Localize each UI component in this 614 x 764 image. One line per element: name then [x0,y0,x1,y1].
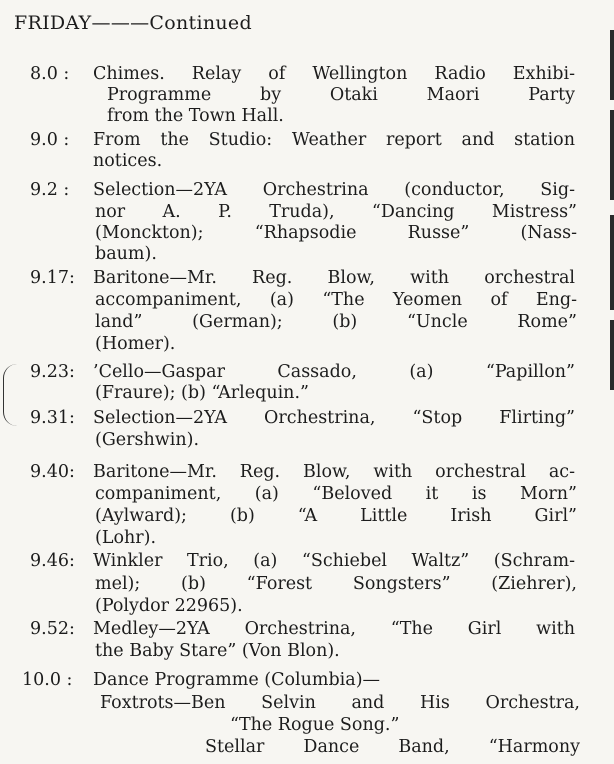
column-rule [610,110,614,200]
entry-time: 9.17: [30,268,75,288]
entry-line: Dance Programme (Columbia)— [93,670,381,690]
entry-line: (Monckton); “Rhapsodie Russe” (Nass- [95,223,577,243]
entry-line: Selection—2YA Orchestrina, “Stop Flirting” [93,408,575,428]
dance-line: “The Rogue Song.” [230,715,400,735]
entry-time: 9.23: [30,362,75,382]
entry-line: nor A. P. Truda), “Dancing Mistress” [95,202,577,222]
entry-time: 9.31: [30,408,75,428]
entry-line: baum). [95,244,157,264]
entry-line: companiment, (a) “Beloved it is Morn” [95,484,577,504]
entry-line: (Polydor 22965). [95,596,243,616]
entry-line: notices. [93,151,163,171]
entry-line: land” (German); (b) “Uncle Rome” [95,312,577,332]
entry-line: (Lohr). [95,528,157,548]
entry-line: Chimes. Relay of Wellington Radio Exhibi- [93,64,575,84]
entry-line: Medley—2YA Orchestrina, “The Girl with [93,619,575,639]
column-rule [610,320,614,390]
page-title: FRIDAY———Continued [14,12,252,34]
entry-line: Programme by Otaki Maori Party [107,85,575,105]
entry-line: Baritone—Mr. Reg. Blow, with orchestral ac- [93,462,575,482]
entry-line: From the Studio: Weather report and station [93,130,575,150]
entry-time: 8.0 : [30,64,70,84]
entry-line: (Gershwin). [95,430,200,450]
entry-time: 9.40: [30,462,75,482]
entry-line: (Homer). [95,334,176,354]
dance-line: Foxtrots—Ben Selvin and His Orchestra, [100,693,580,713]
entry-line: Winkler Trio, (a) “Schiebel Waltz” (Schram- [93,551,575,571]
entry-line: Baritone—Mr. Reg. Blow, with orchestral [93,268,575,288]
entry-line: Selection—2YA Orchestrina (conductor, Sig- [93,180,575,200]
entry-line: (Aylward); (b) “A Little Irish Girl” [95,506,577,526]
dance-line: Stellar Dance Band, “Harmony [205,737,580,757]
entry-time: 9.2 : [30,180,70,200]
column-rule [610,30,614,100]
pencil-bracket-mark [3,364,18,426]
entry-line: from the Town Hall. [107,106,284,126]
entry-line: accompaniment, (a) “The Yeomen of Eng- [95,290,577,310]
entry-time: 9.52: [30,619,75,639]
entry-time: 9.46: [30,551,75,571]
entry-line: (Fraure); (b) “Arlequin.” [95,383,309,403]
entry-line: the Baby Stare” (Von Blon). [95,641,340,661]
column-rule [610,215,614,310]
entry-time: 10.0 : [22,670,73,690]
entry-line: mel); (b) “Forest Songsters” (Ziehrer), [95,574,577,594]
entry-line: ’Cello—Gaspar Cassado, (a) “Papillon” [93,362,575,382]
entry-time: 9.0 : [30,130,70,150]
